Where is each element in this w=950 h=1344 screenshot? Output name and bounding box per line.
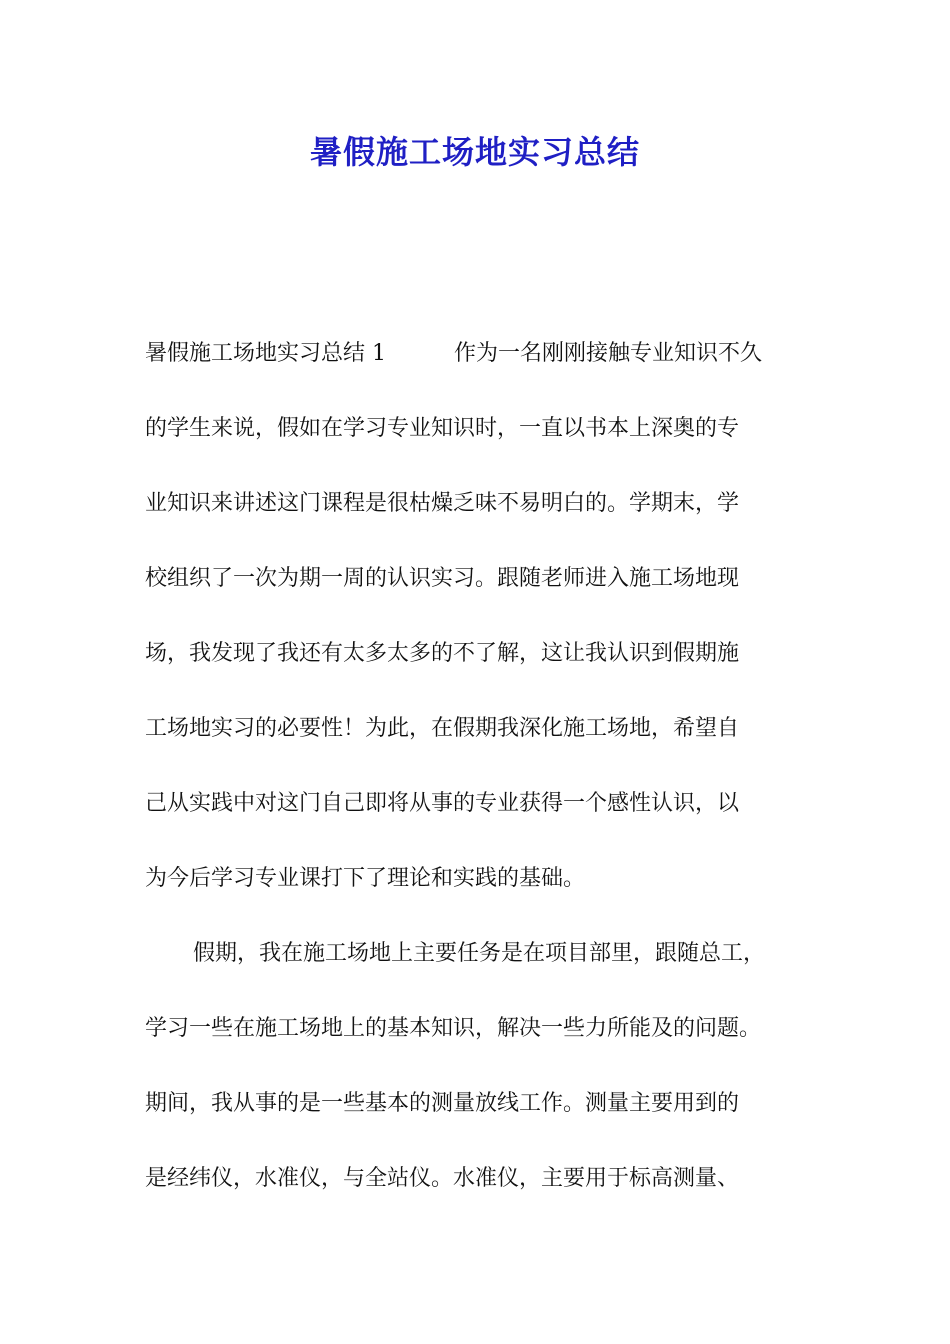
text-line: 场，我发现了我还有太多太多的不了解，这让我认识到假期施 bbox=[145, 641, 740, 666]
text-line: 假期，我在施工场地上主要任务是在项目部里，跟随总工， bbox=[193, 941, 766, 966]
text-line bbox=[145, 334, 762, 374]
text-line: 学习一些在施工场地上的基本知识，解决一些力所能及的问题。 bbox=[145, 1016, 762, 1041]
text-line: 的学生来说，假如在学习专业知识时，一直以书本上深奥的专 bbox=[145, 416, 740, 441]
document-title: 暑假施工场地实习总结 bbox=[309, 133, 640, 171]
text-line: 业知识来讲述这门课程是很枯燥乏味不易明白的。学期末，学 bbox=[145, 491, 740, 516]
text-line: 校组织了一次为期一周的认识实习。跟随老师进入施工场地现 bbox=[145, 566, 740, 591]
section-heading: 暑假施工场地实习总结 1 bbox=[145, 341, 386, 366]
text-line: 是经纬仪，水准仪，与全站仪。水准仪，主要用于标高测量、 bbox=[145, 1166, 740, 1191]
text-line: 期间，我从事的是一些基本的测量放线工作。测量主要用到的 bbox=[145, 1091, 740, 1116]
text-line: 工场地实习的必要性！为此，在假期我深化施工场地，希望自 bbox=[145, 716, 740, 741]
text-line: 为今后学习专业课打下了理论和实践的基础。 bbox=[145, 866, 586, 891]
text-segment: 作为一名刚刚接触专业知识不久 bbox=[454, 341, 763, 366]
text-line: 己从实践中对这门自己即将从事的专业获得一个感性认识，以 bbox=[145, 791, 740, 816]
